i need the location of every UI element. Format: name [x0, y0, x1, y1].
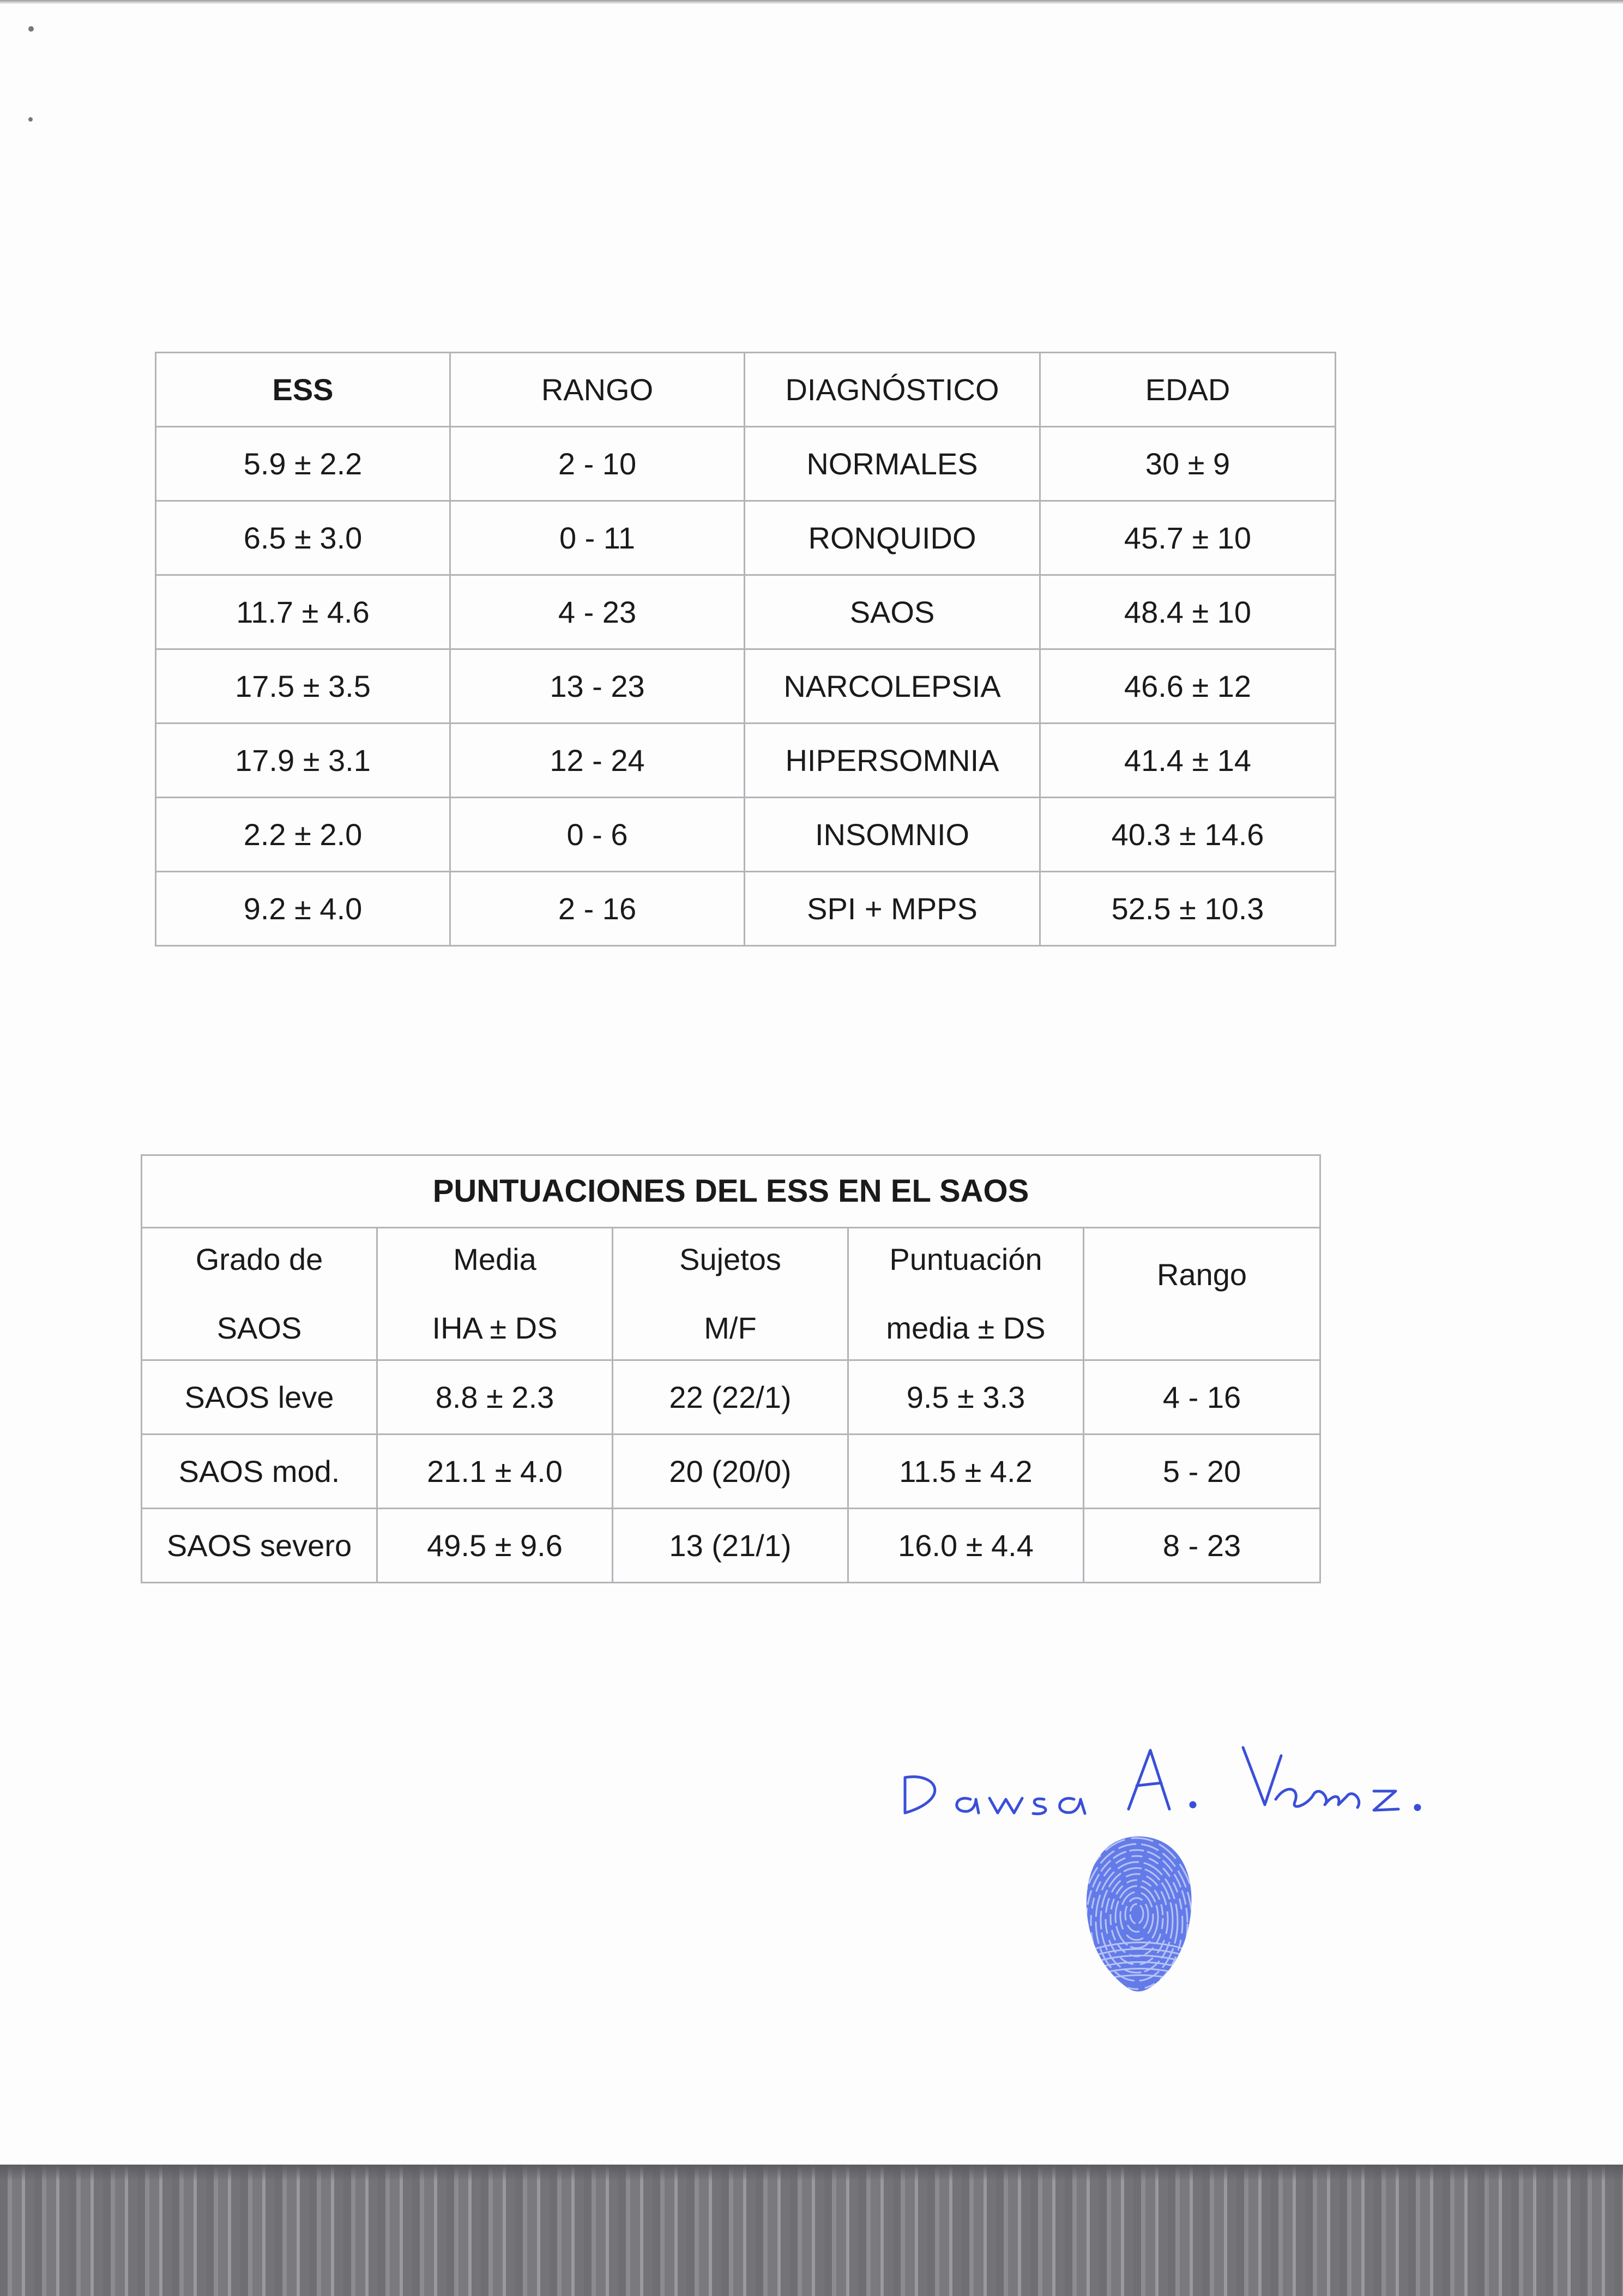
cell-rango: 0 - 6	[450, 798, 745, 872]
cell-grado: SAOS leve	[142, 1360, 377, 1435]
fingerprint-icon	[1082, 1832, 1197, 1996]
cell-puntuacion: 9.5 ± 3.3	[848, 1360, 1084, 1435]
header-rango: RANGO	[450, 353, 745, 427]
cell-diagnostico: NARCOLEPSIA	[745, 649, 1040, 724]
cell-edad: 46.6 ± 12	[1040, 649, 1336, 724]
header-line: media ± DS	[886, 1311, 1046, 1345]
header-grado	[142, 1228, 377, 1360]
cell-edad: 48.4 ± 10	[1040, 575, 1336, 649]
cell-edad: 40.3 ± 14.6	[1040, 798, 1336, 872]
table-header-row	[142, 1228, 1320, 1360]
table-row	[156, 649, 1336, 724]
ess-diagnosis-table	[155, 352, 1336, 947]
header-line: Grado de	[195, 1242, 323, 1276]
cell-diagnostico: NORMALES	[745, 427, 1040, 501]
cell-grado: SAOS severo	[142, 1509, 377, 1583]
header-ess: ESS	[156, 353, 450, 427]
cell-ess: 2.2 ± 2.0	[156, 798, 450, 872]
table-row	[142, 1435, 1320, 1509]
header-diagnostico: DIAGNÓSTICO	[745, 353, 1040, 427]
cell-edad: 45.7 ± 10	[1040, 501, 1336, 575]
header-edad: EDAD	[1040, 353, 1336, 427]
saos-scores-table	[141, 1154, 1321, 1583]
cell-sujetos: 22 (22/1)	[613, 1360, 848, 1435]
cell-ess: 5.9 ± 2.2	[156, 427, 450, 501]
cell-edad: 52.5 ± 10.3	[1040, 872, 1336, 946]
cell-grado: SAOS mod.	[142, 1435, 377, 1509]
cell-rango: 2 - 16	[450, 872, 745, 946]
cell-rango: 13 - 23	[450, 649, 745, 724]
cell-media: 21.1 ± 4.0	[377, 1435, 613, 1509]
scan-speck	[28, 117, 33, 122]
cell-diagnostico: INSOMNIO	[745, 798, 1040, 872]
table-row	[142, 1509, 1320, 1583]
cell-rango: 0 - 11	[450, 501, 745, 575]
table-title-row	[142, 1155, 1320, 1228]
cell-ess: 17.5 ± 3.5	[156, 649, 450, 724]
cell-edad: 41.4 ± 14	[1040, 724, 1336, 798]
cell-rango: 12 - 24	[450, 724, 745, 798]
cell-media: 49.5 ± 9.6	[377, 1509, 613, 1583]
table-row	[156, 798, 1336, 872]
cell-rango: 8 - 23	[1084, 1509, 1320, 1583]
cell-rango: 4 - 23	[450, 575, 745, 649]
cell-ess: 6.5 ± 3.0	[156, 501, 450, 575]
header-sujetos	[613, 1228, 848, 1360]
cell-diagnostico: HIPERSOMNIA	[745, 724, 1040, 798]
handwritten-signature	[894, 1718, 1461, 1827]
cell-rango: 5 - 20	[1084, 1435, 1320, 1509]
cell-media: 8.8 ± 2.3	[377, 1360, 613, 1435]
scanner-edge	[0, 2165, 1623, 2296]
cell-puntuacion: 16.0 ± 4.4	[848, 1509, 1084, 1583]
table-row	[156, 501, 1336, 575]
header-puntuacion	[848, 1228, 1084, 1360]
header-media	[377, 1228, 613, 1360]
table-header-row	[156, 353, 1336, 427]
header-line: M/F	[704, 1311, 757, 1345]
cell-sujetos: 20 (20/0)	[613, 1435, 848, 1509]
table-row	[156, 575, 1336, 649]
table-row	[156, 724, 1336, 798]
cell-diagnostico: SAOS	[745, 575, 1040, 649]
cell-diagnostico: RONQUIDO	[745, 501, 1040, 575]
cell-diagnostico: SPI + MPPS	[745, 872, 1040, 946]
cell-rango: 2 - 10	[450, 427, 745, 501]
cell-ess: 11.7 ± 4.6	[156, 575, 450, 649]
cell-sujetos: 13 (21/1)	[613, 1509, 848, 1583]
table-title: PUNTUACIONES DEL ESS EN EL SAOS	[142, 1155, 1320, 1228]
scan-top-edge	[0, 0, 1623, 4]
header-rango	[1084, 1228, 1320, 1360]
cell-ess: 9.2 ± 4.0	[156, 872, 450, 946]
cell-rango: 4 - 16	[1084, 1360, 1320, 1435]
cell-ess: 17.9 ± 3.1	[156, 724, 450, 798]
table-row	[156, 872, 1336, 946]
scan-speck	[28, 26, 34, 32]
cell-puntuacion: 11.5 ± 4.2	[848, 1435, 1084, 1509]
header-line: Puntuación	[889, 1242, 1042, 1276]
header-line: Rango	[1157, 1257, 1247, 1292]
table-row	[156, 427, 1336, 501]
cell-edad: 30 ± 9	[1040, 427, 1336, 501]
header-line: Media	[453, 1242, 536, 1276]
header-line: Sujetos	[679, 1242, 781, 1276]
header-line: SAOS	[216, 1311, 302, 1345]
table-row	[142, 1360, 1320, 1435]
header-line: IHA ± DS	[432, 1311, 558, 1345]
